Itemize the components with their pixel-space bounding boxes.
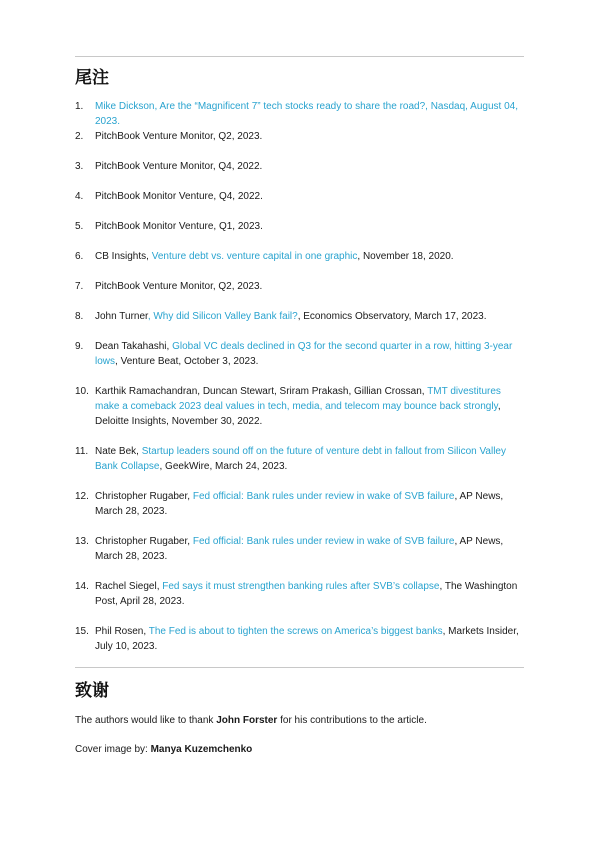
endnote-text: Karthik Ramachandran, Duncan Stewart, Sriram Prakash, Gillian Crossan, [95,386,428,397]
endnote-5 [75,219,527,234]
endnote-text: Christopher Rugaber, [95,536,193,547]
endnote-source: , Venture Beat, October 3, 2023. [115,356,259,367]
endnote-source: , The Washington Post, April 28, 2023. [95,581,518,607]
endnote-link[interactable]: , Why did Silicon Valley Bank fail? [147,311,298,322]
cover-credit-label: Cover image by: [75,744,151,755]
endnote-source: , AP News, March 28, 2023. [95,491,504,517]
section-divider [75,667,524,668]
endnote-link[interactable]: The Fed is about to tighten the screws on America’s biggest banks [148,626,443,637]
endnote-7 [75,279,527,294]
endnote-number: 8. [75,311,84,322]
endnote-number: 6. [75,251,84,262]
endnote-source: , Economics Observatory, March 17, 2023. [297,311,487,322]
thanks-intro: The authors would like to thank [75,715,217,726]
endnote-link[interactable]: Venture debt vs. venture capital in one graphic [151,251,358,262]
endnote-text: Rachel Siegel, [95,581,163,592]
endnotes-heading: 尾注 [75,68,109,88]
endnote-source: , November 18, 2020. [357,251,454,262]
endnote-text: Phil Rosen, [95,626,149,637]
endnote-number: 3. [75,161,84,172]
cover-artist-name: Manya Kuzemchenko [150,744,253,755]
endnote-number: 15. [75,626,89,637]
endnote-number: 2. [75,131,84,142]
endnote-text: PitchBook Venture Monitor, Q2, 2023. [95,131,263,142]
endnote-link[interactable]: Mike Dickson, Are the “Magnificent 7” tech stocks ready to share the road?, Nasdaq, August 04, 2023. [95,101,518,127]
endnote-text: PitchBook Monitor Venture, Q4, 2022. [95,191,263,202]
top-divider [75,56,524,57]
endnote-2 [75,129,527,144]
endnote-source: , AP News, March 28, 2023. [95,536,504,562]
endnote-9 [75,339,527,369]
endnote-link[interactable]: Global VC deals declined in Q3 for the second quarter in a row, hitting 3-year lows [95,341,513,367]
endnote-number: 12. [75,491,89,502]
endnote-text: Christopher Rugaber, [95,491,193,502]
endnote-8 [75,309,527,324]
endnote-number: 1. [75,101,84,112]
endnote-10 [75,384,527,429]
endnote-number: 10. [75,386,89,397]
endnote-link[interactable]: Fed says it must strengthen banking rules after SVB’s collapse [162,581,440,592]
endnote-12 [75,489,527,519]
endnote-text: John Turner [95,311,148,322]
endnote-14 [75,579,527,609]
endnote-number: 5. [75,221,84,232]
endnote-link[interactable]: Fed official: Bank rules under review in wake of SVB failure [192,536,455,547]
endnote-number: 13. [75,536,89,547]
endnote-text: Dean Takahashi, [95,341,173,352]
endnote-link[interactable]: TMT divestitures make a comeback 2023 deal values in tech, media, and telecom may bounce back strongly [95,386,501,412]
endnote-number: 11. [75,446,89,457]
endnote-text: PitchBook Monitor Venture, Q1, 2023. [95,221,263,232]
endnote-13 [75,534,527,564]
endnote-1 [75,99,527,129]
endnote-6 [75,249,527,264]
endnote-15 [75,624,527,654]
endnote-number: 4. [75,191,84,202]
endnote-number: 7. [75,281,84,292]
endnote-text: PitchBook Venture Monitor, Q2, 2023. [95,281,263,292]
endnote-11 [75,444,527,474]
endnote-link[interactable]: Fed official: Bank rules under review in wake of SVB failure [192,491,455,502]
endnote-source: , GeekWire, March 24, 2023. [159,461,288,472]
endnote-source: , Deloitte Insights, November 30, 2022. [95,401,501,427]
contributor-name: John Forster [216,715,278,726]
endnote-text: Nate Bek, [95,446,142,457]
endnote-text: PitchBook Venture Monitor, Q4, 2022. [95,161,263,172]
endnote-source: , Markets Insider, July 10, 2023. [95,626,519,652]
acknowledgements-text [75,713,427,728]
thanks-outro: for his contributions to the article. [277,715,427,726]
cover-credit [75,742,252,757]
endnote-number: 9. [75,341,84,352]
endnote-3 [75,159,527,174]
endnote-text: CB Insights, [95,251,152,262]
endnote-4 [75,189,527,204]
endnote-number: 14. [75,581,89,592]
acknowledgements-heading: 致谢 [75,681,109,701]
endnote-link[interactable]: Startup leaders sound off on the future of venture debt in fallout from Silicon Valley Bank Collapse [95,446,506,472]
